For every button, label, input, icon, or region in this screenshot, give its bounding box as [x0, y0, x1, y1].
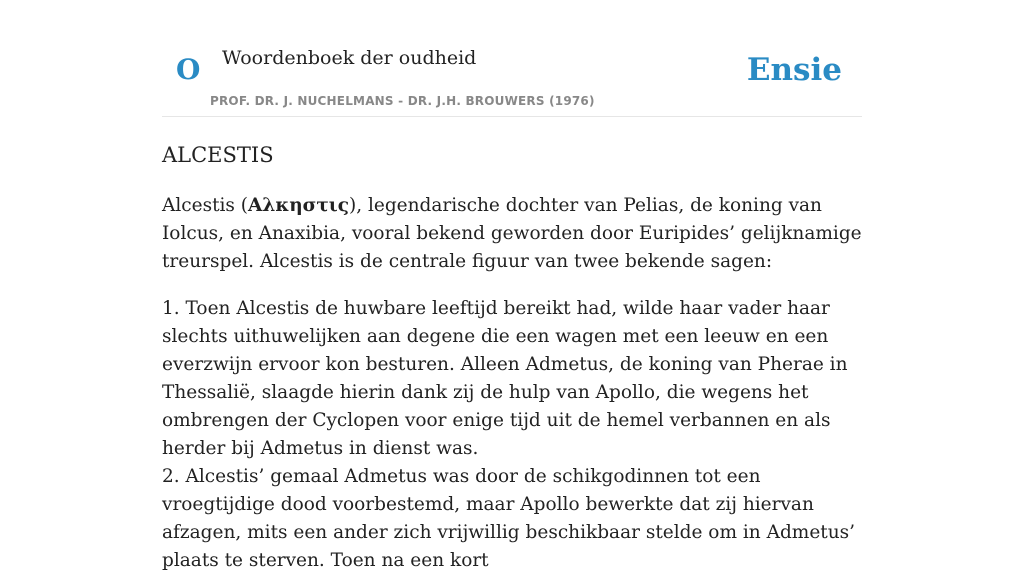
brand-logo[interactable]: Ensie	[746, 52, 842, 88]
page-header	[162, 0, 862, 117]
letter-index-link[interactable]: O	[176, 53, 201, 86]
intro-text-start: Alcestis (	[162, 195, 249, 216]
intro-paragraph	[162, 192, 862, 276]
greek-name: Αλκηστις	[248, 195, 349, 216]
dictionary-title[interactable]: Woordenboek der oudheid	[222, 47, 477, 69]
section-1-paragraph: 1. Toen Alcestis de huwbare leeftijd bereikt had, wilde haar vader haar slechts uithuwelijken aan degene die een wagen met een leeuw en een everzwijn ervoor kon besturen. Alleen Admetus, de koning van Pherae in Thessalië, slaagde hierin dank zij de hulp van Apollo, die wegens het ombrengen der Cyclopen voor enige tijd uit de hemel verbannen en als herder bij Admetus in dienst was.	[162, 298, 848, 459]
article-body	[162, 138, 862, 575]
section-2-paragraph: 2. Alcestis’ gemaal Admetus was door de schikgodinnen tot een vroegtijdige dood voorbestemd, maar Apollo bewerkte dat zij hiervan afzagen, mits een ander zich vrijwillig beschikbaar stelde om in Admetus’ plaats te sterven. Toen na een kort	[162, 466, 856, 571]
intro-text-rest: ), legendarische dochter van Pelias, de koning van Iolcus, en Anaxibia, vooral bekend geworden door Euripides’ gelijknamige treurspel. Alcestis is de centrale figuur van twee bekende sagen:	[162, 195, 862, 272]
dictionary-authors: PROF. DR. J. NUCHELMANS - DR. J.H. BROUWERS (1976)	[210, 94, 595, 108]
entry-title: ALCESTIS	[162, 143, 274, 167]
